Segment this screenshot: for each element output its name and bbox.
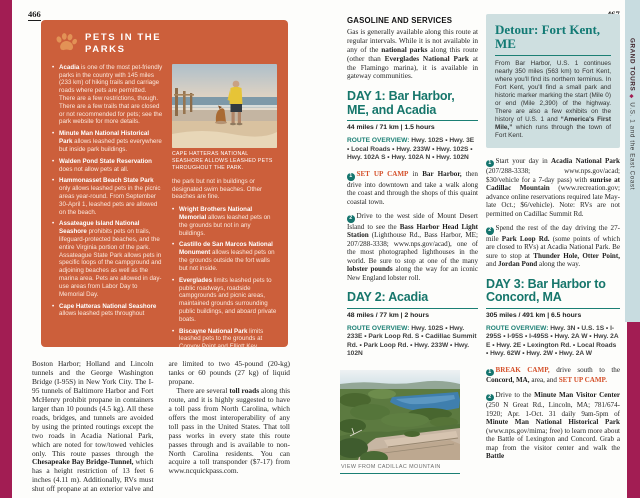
gasoline-heading: GASOLINE AND SERVICES — [347, 16, 453, 25]
pets-sidebar-header — [54, 32, 277, 56]
right-page-column-a — [347, 16, 478, 366]
pets-sidebar-column-1 — [52, 64, 163, 355]
beach-photo-caption: CAPE HATTERAS NATIONAL SEASHORE ALLOWS LEASHED PETS THROUGHOUT THE PARK. — [172, 150, 273, 171]
detour-title: Detour: Fort Kent, ME — [495, 22, 601, 52]
route-overview-text: Hwy. 102S • Hwy. 3E • Local Roads • Hwy. 233W • Hwy. 102S • Hwy. 102A S • Hwy. 102A N • Hwy. 102N — [347, 137, 475, 162]
day-rule — [347, 308, 478, 309]
day2-distance: 48 miles / 77 km | 2 hours — [347, 311, 429, 319]
step-text: BREAK CAMP, drive south to the Concord, MA, area, and SET UP CAMP. — [486, 365, 620, 385]
paw-print-icon — [54, 33, 78, 54]
pets-list-item: • Cape Hatteras National Seashore allows leashed pets throughout — [52, 303, 163, 319]
pets-list-col2 — [172, 206, 277, 351]
day3-section — [486, 278, 620, 461]
day1-title: DAY 1: Bar Harbor, ME, and Acadia — [347, 89, 455, 117]
pets-list-item: • Biscayne National Park limits leashed pets to the grounds at Convoy Point and Elliott Key. — [172, 328, 277, 351]
chapter-side-tab — [625, 0, 640, 322]
step-number-badge: 2 — [486, 227, 494, 235]
pets-list-item: • Everglades limits leashed pets to public roadways, roadside campgrounds and picnic areas, maintained grounds surrounding public buildings, and aboard private boats. — [172, 277, 277, 324]
side-tab-series: GRAND TOURS — [628, 38, 636, 92]
pets-list-item: • Minute Man National Historical Park allows leashed pets everywhere but inside park buildings. — [52, 130, 163, 153]
day-rule — [347, 120, 478, 121]
day3-distance: 305 miles / 491 km | 6.5 hours — [486, 311, 582, 319]
cadillac-photo-caption: VIEW FROM CADILLAC MOUNTAIN — [341, 464, 441, 470]
step-text: Start your day in Acadia National Park (207/288-3338; www.nps.gov/acad; $30/vehicle for a 7-day pass) with sunrise at Cadillac Mountain (www.recreation.gov; advance online reservations required late May-late Oct.; $6/vehicle). Note: RVs are not permitted on Cadillac Summit Rd. — [486, 156, 620, 218]
day2-step-2 — [486, 224, 620, 269]
pets-list-col1 — [52, 64, 163, 318]
cadillac-photo-block — [340, 370, 460, 474]
day1-section — [347, 90, 478, 282]
step-text: SET UP CAMP in Bar Harbor, then drive into downtown and take a walk along the coast and through the shops of this quaint coastal town. — [347, 170, 478, 206]
detour-body-text: From Bar Harbor, U.S. 1 continues nearly 350 miles (563 km) to Fort Kent, where you'll find its northern terminus. In Fort Kent, you'll find a small park and historic marker marking the start (Mile 0) or end (Mile 2,390) of the highway. There are also a few exhibits on the history of U.S. 1 and “America's First Mile,” which runs through the town of Fort Kent. — [495, 59, 611, 139]
pets-list-item: • Castillo de San Marcos National Monument allows leashed pets on the grounds outside the fort walls but not inside. — [172, 241, 277, 272]
pets-list-item: • Hammonasset Beach State Park only allows leashed pets in the picnic areas year-round. From September 30-April 1, leashed pets are allowed on the beach. — [52, 177, 163, 216]
side-tab-label — [625, 0, 636, 190]
day1-route-overview — [347, 137, 478, 163]
pets-list-item: • Walden Pond State Reservation does not allow pets at all. — [52, 158, 163, 174]
step-number-badge: 1 — [347, 173, 355, 181]
pets-continuation-text: the park but not in buildings or designated swim beaches. Other beaches are fine. — [172, 177, 263, 201]
pets-list-item: • Acadia is one of the most pet-friendly parks in the country with 145 miles (233 km) of hiking trails and carriage roads where pets are permitted. There are a few restrictions, though. There are a few trails that are closed or not recommended for pets; see the park website for more details. — [52, 64, 163, 127]
day2-title: DAY 2: Acadia — [347, 290, 429, 305]
left-page-body-text — [32, 360, 290, 496]
step-text: Drive to the west side of Mount Desert Island to see the Bass Harbor Head Light Station (Lighthouse Rd., Bass Harbor, ME; 207/288-3338; www.nps.gov/acad), one of the most photographed lighthouses in the world. Be sure to stop at one of the many lobster pounds along the way for an iconic New England lobster roll. — [347, 212, 479, 282]
route-overview-text: Hwy. 3N • U.S. 1S • I-295S • I-95S • I-495S • Hwy. 2A W • Hwy. 2A E • Hwy. 2E • Lexington Rd. • Local Roads • Hwy. 62W • Hwy. 2W • Hwy. 2A W — [486, 324, 619, 358]
day1-step-2 — [347, 212, 478, 282]
caption-rule — [340, 473, 460, 474]
beach-dog-photo — [172, 64, 277, 148]
detour-rule — [495, 55, 611, 56]
day3-route-overview — [486, 325, 620, 359]
pets-in-the-parks-sidebar — [41, 20, 288, 351]
step-text: Drive to the Minute Man Visitor Center (250 N Great Rd., Lincoln, MA; 781/674-1920; Apr. 1-Oct. 31 daily 9am-5pm of Minute Man National Historical Park (www.nps.gov/mima; free) to learn more about the Battle of Lexington and Concord. Grab a map from the visitor center and walk the Battle — [486, 390, 620, 461]
day-rule — [486, 308, 620, 309]
body-paragraph: There are several toll roads along this route, and it is highly suggested to have a toll pass from North Carolina, which offers the most interoperability of any toll pass in the United States. That toll pass works in every state this route passes through and is available to non-North Carolina residents. You can acquire a toll transponder ($7-17) from www.ncquickpass.com. — [168, 385, 290, 476]
pets-list-item: • Assateague Island National Seashore prohibits pets on trails, lifeguard-protected beaches, and the entire Virginia portion of the park. Assateague State Park allows pets in specific loops of the campground and adjoining beaches as well as the marina area. Pets are allowed in day-use areas from Labor Day to Memorial Day. — [52, 220, 163, 298]
route-overview-label: ROUTE OVERVIEW: — [347, 324, 410, 332]
pets-list-item: • Wright Brothers National Memorial allows leashed pets on the grounds but not in any buildings. — [172, 206, 277, 237]
step-text: Spend the rest of the day driving the 27-mile Park Loop Rd. (some points of which are closed to RVs) at Acadia National Park. Be sure to stop at Thunder Hole, Otter Point, and Jordan Pond along the way. — [486, 224, 621, 269]
step-number-badge: 2 — [486, 394, 494, 402]
pets-sidebar-columns — [52, 64, 277, 355]
page-number-left: 466 — [28, 9, 41, 19]
detour-callout-box — [486, 14, 620, 148]
route-overview-label: ROUTE OVERVIEW: — [486, 324, 549, 332]
left-accent-strip — [0, 0, 12, 498]
day3-step-2 — [486, 391, 620, 461]
step-number-badge: 1 — [486, 160, 494, 168]
route-overview-text: Hwy. 102S • Hwy. 233E • Park Loop Rd. S • Cadillac Summit Rd. • Park Loop Rd. • Hwy. 233W • Hwy. 102N — [347, 324, 477, 358]
step-number-badge: 2 — [347, 215, 355, 223]
day2-step-1 — [486, 157, 620, 219]
right-accent-strip — [627, 322, 640, 498]
day1-step-1 — [347, 170, 478, 206]
body-paragraph: Boston Harbor; Holland and Lincoln tunnels and the George Washington Bridge (I-95S) in New York City. The I-95 tunnels of Baltimore Harbor and Fort McHenry prohibit propane in containers larger than 10 pounds (4.5 kg). All these roads, bridges, and tunnels are avoided by using the printed routings except the two roads in Acadia National Park, which are noted for tow/towed vehicles only. This route passes through the Chesapeake Bay Bridge-Tunnel, which has a height restriction of 13 feet 6 inches (4.11 m). Additionally, RVs must shut off propane at an exterior valve and are limited to two 45-pound (20-kg) tanks or 60 pounds (27 kg) of liquid propane. — [32, 359, 290, 494]
day2-route-overview — [347, 325, 478, 359]
day3-step-1 — [486, 366, 620, 385]
gasoline-paragraph: Gas is generally available along this route at regular intervals. While it is not available in any of the national parks along this route (other than Everglades National Park at the Flamingo marina), it is available in gateway communities. — [347, 27, 478, 81]
pets-sidebar-title: PETS IN THE PARKS — [85, 32, 162, 55]
cadillac-mountain-photo — [340, 370, 460, 460]
day2-section — [347, 291, 478, 359]
side-tab-title: U.S. 1 and the East Coast — [628, 102, 636, 191]
pets-sidebar-column-2 — [172, 64, 277, 355]
right-page-column-b — [486, 14, 620, 467]
day1-distance: 44 miles / 71 km | 1.5 hours — [347, 124, 435, 132]
route-overview-label: ROUTE OVERVIEW: — [347, 137, 410, 145]
day3-title: DAY 3: Bar Harbor to Concord, MA — [486, 276, 606, 305]
step-number-badge: 1 — [486, 369, 494, 377]
diamond-icon: ◆ — [628, 91, 635, 103]
